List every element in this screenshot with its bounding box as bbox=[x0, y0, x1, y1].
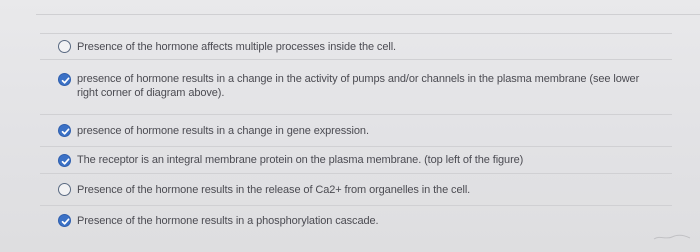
answer-option-label: Presence of the hormone results in a phosphorylation cascade. bbox=[77, 214, 379, 227]
pencil-scribble-icon bbox=[652, 232, 692, 242]
answer-option-6[interactable] bbox=[40, 205, 672, 235]
empty-circle-icon[interactable] bbox=[58, 40, 71, 53]
answer-option-label: Presence of the hormone results in the release of Ca2+ from organelles in the cell. bbox=[77, 183, 471, 196]
answer-option-label: The receptor is an integral membrane protein on the plasma membrane. (top left of the figure) bbox=[77, 154, 524, 166]
checkmark-circle-icon[interactable] bbox=[58, 124, 71, 137]
checkmark-circle-icon[interactable] bbox=[58, 154, 71, 167]
answer-option-label: presence of hormone results in a change in the activity of pumps and/or channels in the plasma membrane (see lower right corner of diagram above). bbox=[77, 73, 640, 99]
checkmark-circle-icon[interactable] bbox=[58, 214, 71, 227]
answer-option-2[interactable] bbox=[40, 59, 672, 114]
checkmark-circle-icon[interactable] bbox=[58, 73, 71, 86]
answer-option-3[interactable] bbox=[40, 114, 672, 146]
answer-option-4[interactable] bbox=[40, 146, 672, 173]
answer-option-1[interactable] bbox=[40, 33, 672, 59]
empty-circle-icon[interactable] bbox=[58, 183, 71, 196]
answer-option-5[interactable] bbox=[40, 173, 672, 205]
answer-option-label: presence of hormone results in a change in gene expression. bbox=[77, 124, 369, 137]
answer-option-label: Presence of the hormone affects multiple processes inside the cell. bbox=[77, 40, 396, 53]
